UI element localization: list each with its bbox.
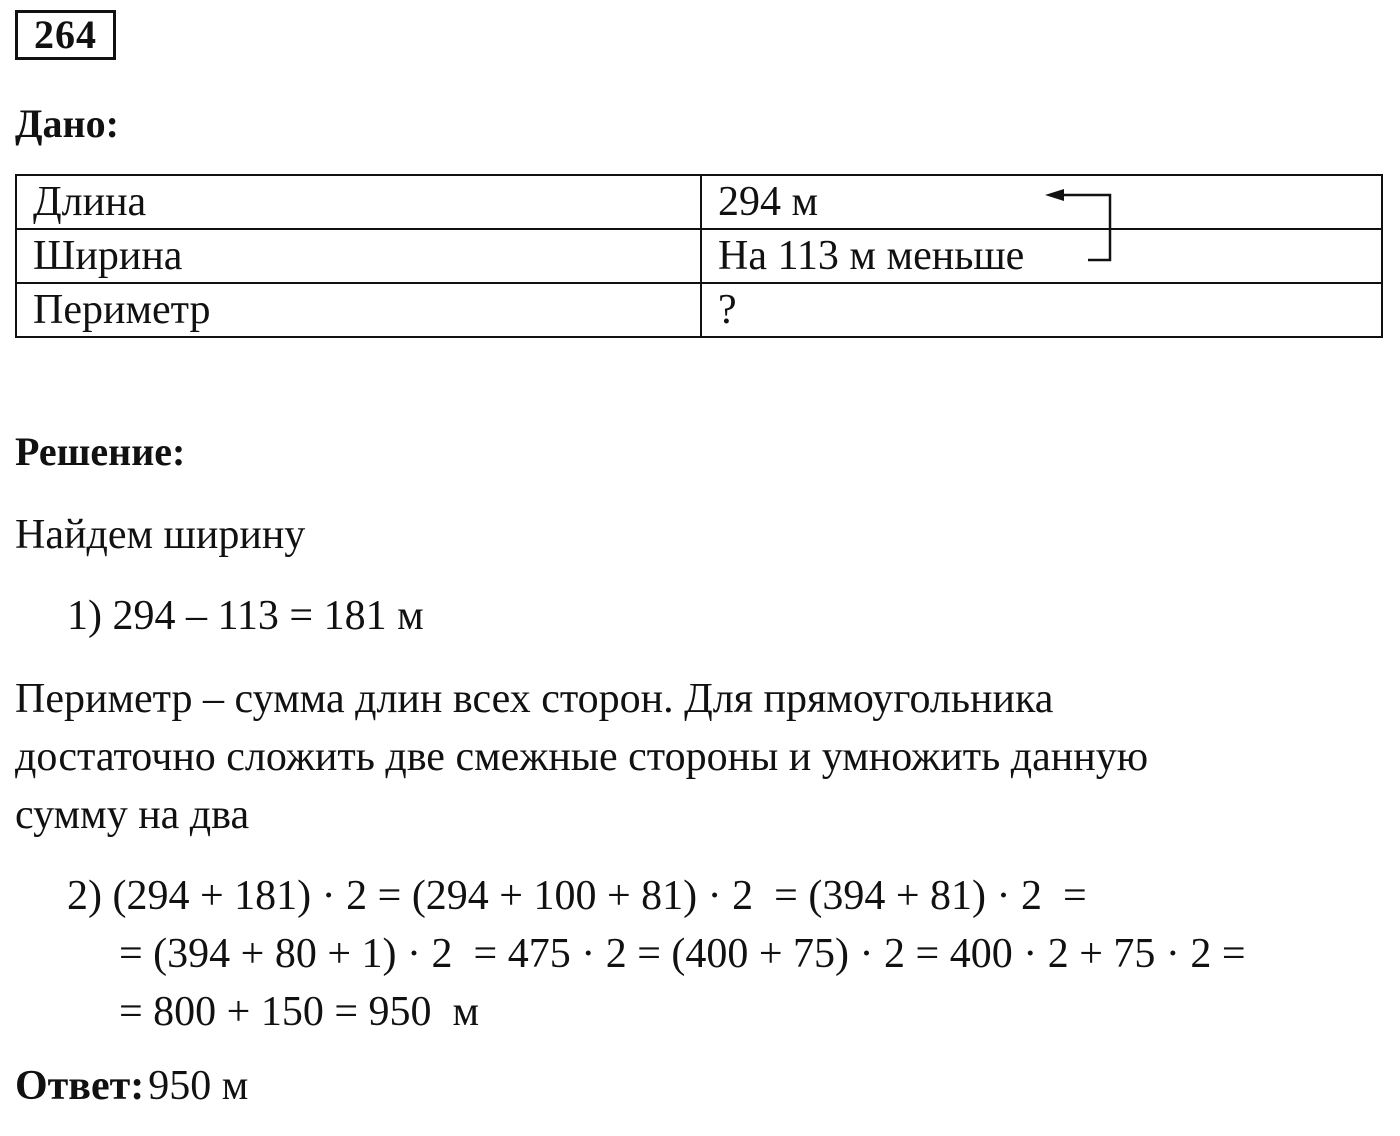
- step-2-line: = (394 + 80 + 1) · 2 = 475 · 2 = (400 + 75) · 2 = 400 · 2 + 75 · 2 =: [119, 931, 1246, 977]
- step-1: 1) 294 – 113 = 181 м: [67, 593, 424, 639]
- row-label-width: Ширина: [16, 229, 701, 283]
- problem-number: 264: [15, 10, 116, 60]
- row-value-width: На 113 м меньше: [701, 229, 1382, 283]
- row-value-length: 294 м: [701, 175, 1382, 229]
- row-label-length: Длина: [16, 175, 701, 229]
- row-label-perimeter: Периметр: [16, 283, 701, 337]
- explanation-line: Периметр – сумма длин всех сторон. Для прямоугольника: [15, 676, 1054, 722]
- reference-arrow-icon: [0, 0, 1400, 400]
- row-value-perimeter: ?: [701, 283, 1382, 337]
- explanation-line: достаточно сложить две смежные стороны и умножить данную: [15, 734, 1149, 780]
- explanation-line: сумму на два: [15, 792, 250, 838]
- answer-label: Ответ:: [15, 1063, 145, 1109]
- answer: [15, 1062, 248, 1110]
- step-2-line: 2) (294 + 181) · 2 = (294 + 100 + 81) · 2 = (394 + 81) · 2 =: [67, 873, 1087, 919]
- step-2-line: = 800 + 150 = 950 м: [119, 989, 480, 1035]
- solution-heading: Решение:: [15, 429, 186, 474]
- solution-intro: Найдем ширину: [15, 512, 306, 558]
- answer-value: 950 м: [148, 1063, 249, 1109]
- given-heading: Дано:: [15, 101, 119, 146]
